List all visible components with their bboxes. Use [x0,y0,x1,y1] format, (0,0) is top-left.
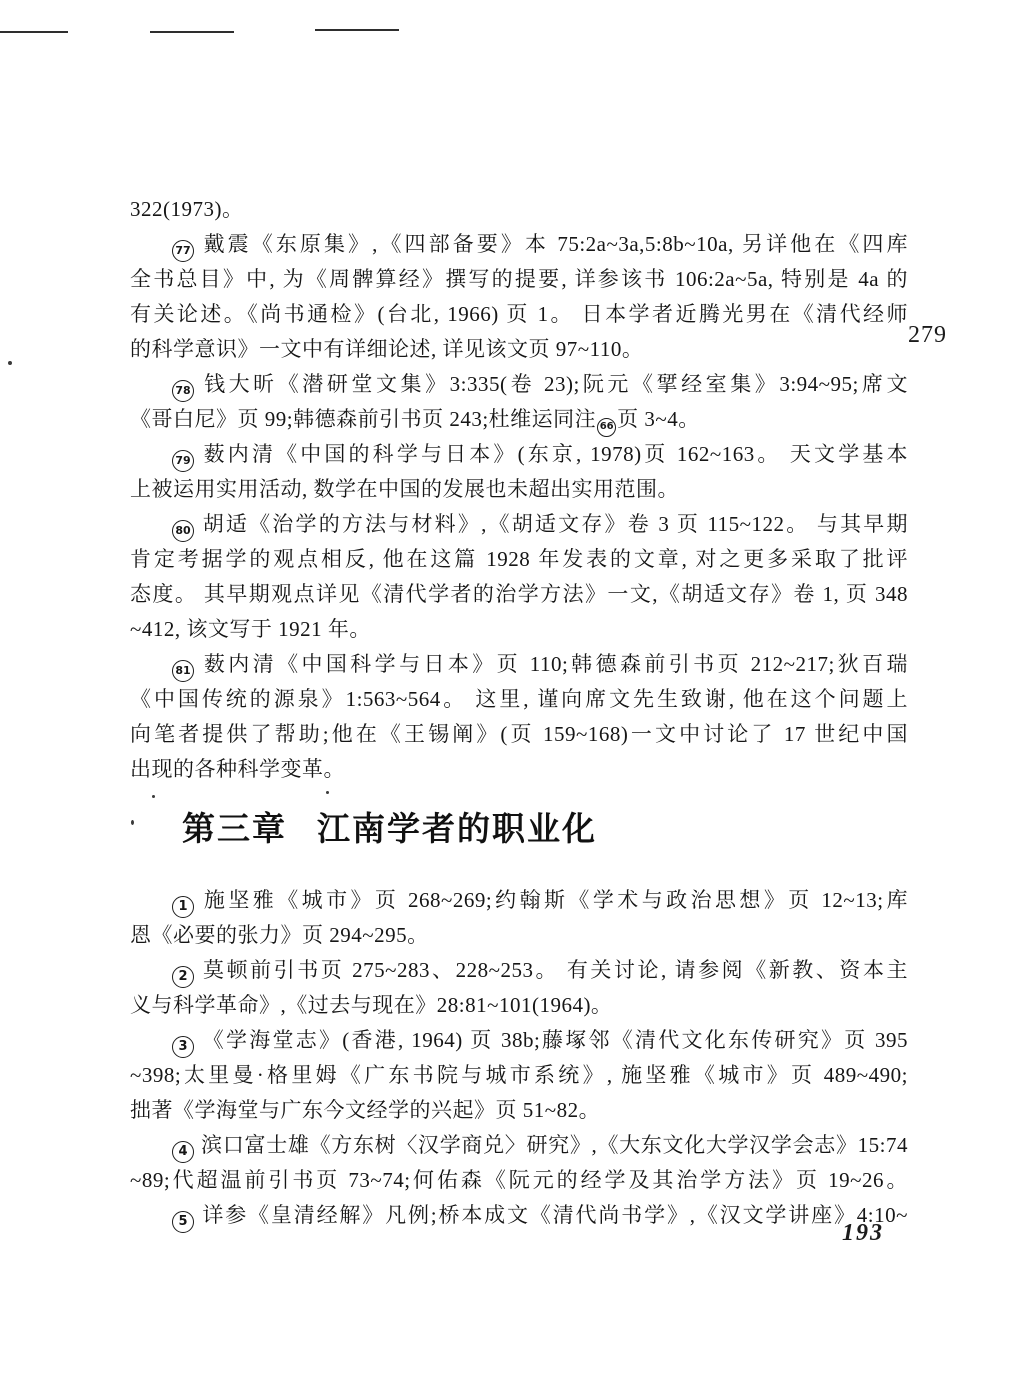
note-line [130,1128,908,1163]
note-line: 上被运用实用活动, 数学在中国的发展也未超出实用范围。 [130,477,679,501]
note-text: 《哥白尼》页 99;韩德森前引书页 243;杜维运同注 [130,407,597,431]
note-text: 薮内清《中国科学与日本》页 110;韩德森前引书页 212~217;狄百瑞 [201,652,908,676]
note-line [130,507,908,542]
note-text: 戴震《东原集》,《四部备要》本 75:2a~3a,5:8b~10a, 另详他在《四库 [201,232,908,256]
chapter-title: 江南学者的职业化 [317,809,597,848]
note-marker-80: 80 [172,520,194,542]
endnote-79 [130,437,908,507]
endnote-80 [130,507,908,647]
note-marker-5: 5 [172,1211,194,1233]
endnote-5 [130,1198,908,1233]
scan-artifact-bar [0,31,68,33]
endnote-1 [130,883,908,953]
note-text: 页 3~4。 [617,407,700,431]
note-line: 出现的各种科学变革。 [130,757,345,781]
endnote-77 [130,227,908,367]
note-line: 322(1973)。 [130,197,244,221]
scan-artifact-bar [315,29,399,31]
note-line: 恩《必要的张力》页 294~295。 [130,923,429,947]
note-line: 《中国传统的源泉》1:563~564。 这里, 谨向席文先生致谢, 他在这个问题上 [130,687,908,711]
endnote-4 [130,1128,908,1198]
note-text: 详参《皇清经解》凡例;桥本成文《清代尚书学》,《汉文学讲座》4:10~ [201,1203,908,1227]
continuation-paragraph [130,192,908,227]
endnote-3 [130,1023,908,1128]
note-line [130,953,908,988]
note-line: 向笔者提供了帮助;他在《王锡阐》(页 159~168)一文中讨论了 17 世纪中国 [130,722,908,746]
note-line [130,367,908,402]
note-line [130,883,908,918]
note-text: 钱大昕《潜研堂文集》3:335(卷 23);阮元《揅经室集》3:94~95;席文 [201,372,908,396]
inline-note-ref-66: 66 [597,418,616,437]
note-marker-81: 81 [172,660,194,682]
note-line: 全书总目》中, 为《周髀算经》撰写的提要, 详参该书 106:2a~5a, 特别是 4a 的 [130,267,908,291]
note-marker-77: 77 [172,240,194,262]
note-text: 滨口富士雄《方东树〈汉学商兑〉研究》,《大东文化大学汉学会志》15:74 [201,1133,908,1157]
scan-speck [8,361,12,365]
note-text: 薮内清《中国的科学与日本》(东京, 1978)页 162~163。 天文学基本 [201,442,908,466]
note-marker-78: 78 [172,380,194,402]
note-line: 拙著《学海堂与广东今文经学的兴起》页 51~82。 [130,1098,601,1122]
note-line: 义与科学革命》,《过去与现在》28:81~101(1964)。 [130,993,613,1017]
endnote-2 [130,953,908,1023]
note-line [130,1023,908,1058]
note-line: 的科学意识》一文中有详细论述, 详见该文页 97~110。 [130,337,644,361]
note-text: 莫顿前引书页 275~283、228~253。 有关讨论, 请参阅《新教、资本主 [201,958,908,982]
note-line: 态度。 其早期观点详见《清代学者的治学方法》一文,《胡适文存》卷 1, 页 348 [130,582,908,606]
margin-page-number: 279 [908,322,947,348]
endnote-81 [130,647,908,787]
note-line: ~398;太里曼·格里姆《广东书院与城市系统》, 施坚雅《城市》页 489~490; [130,1063,908,1087]
note-marker-1: 1 [172,896,194,918]
note-line [130,402,908,437]
note-text: 《学海堂志》(香港, 1964) 页 38b;藤塚邻《清代文化东传研究》页 395 [201,1028,908,1052]
chapter-heading [182,807,908,851]
note-marker-2: 2 [172,966,194,988]
note-marker-4: 4 [172,1141,194,1163]
scan-artifact-bar [150,31,234,33]
footer-page-number: 193 [842,1220,884,1246]
note-line [130,227,908,262]
note-text: 施坚雅《城市》页 268~269;约翰斯《学术与政治思想》页 12~13;库 [201,888,908,912]
chapter-label: 第三章 [182,809,287,848]
note-line [130,647,908,682]
note-line: ~89;代超温前引书页 73~74;何佑森《阮元的经学及其治学方法》页 19~26。 [130,1168,908,1192]
note-line: ~412, 该文写于 1921 年。 [130,617,371,641]
note-marker-79: 79 [172,450,194,472]
text-column [130,192,908,1233]
endnote-78 [130,367,908,437]
note-line [130,437,908,472]
note-line: 有关论述。《尚书通检》(台北, 1966) 页 1。 日本学者近腾光男在《清代经师 [130,302,908,326]
note-line [130,1198,908,1233]
note-line: 肯定考据学的观点相反, 他在这篇 1928 年发表的文章, 对之更多采取了批评 [130,547,908,571]
note-text: 胡适《治学的方法与材料》,《胡适文存》卷 3 页 115~122。 与其早期 [201,512,908,536]
note-marker-3: 3 [172,1036,194,1058]
